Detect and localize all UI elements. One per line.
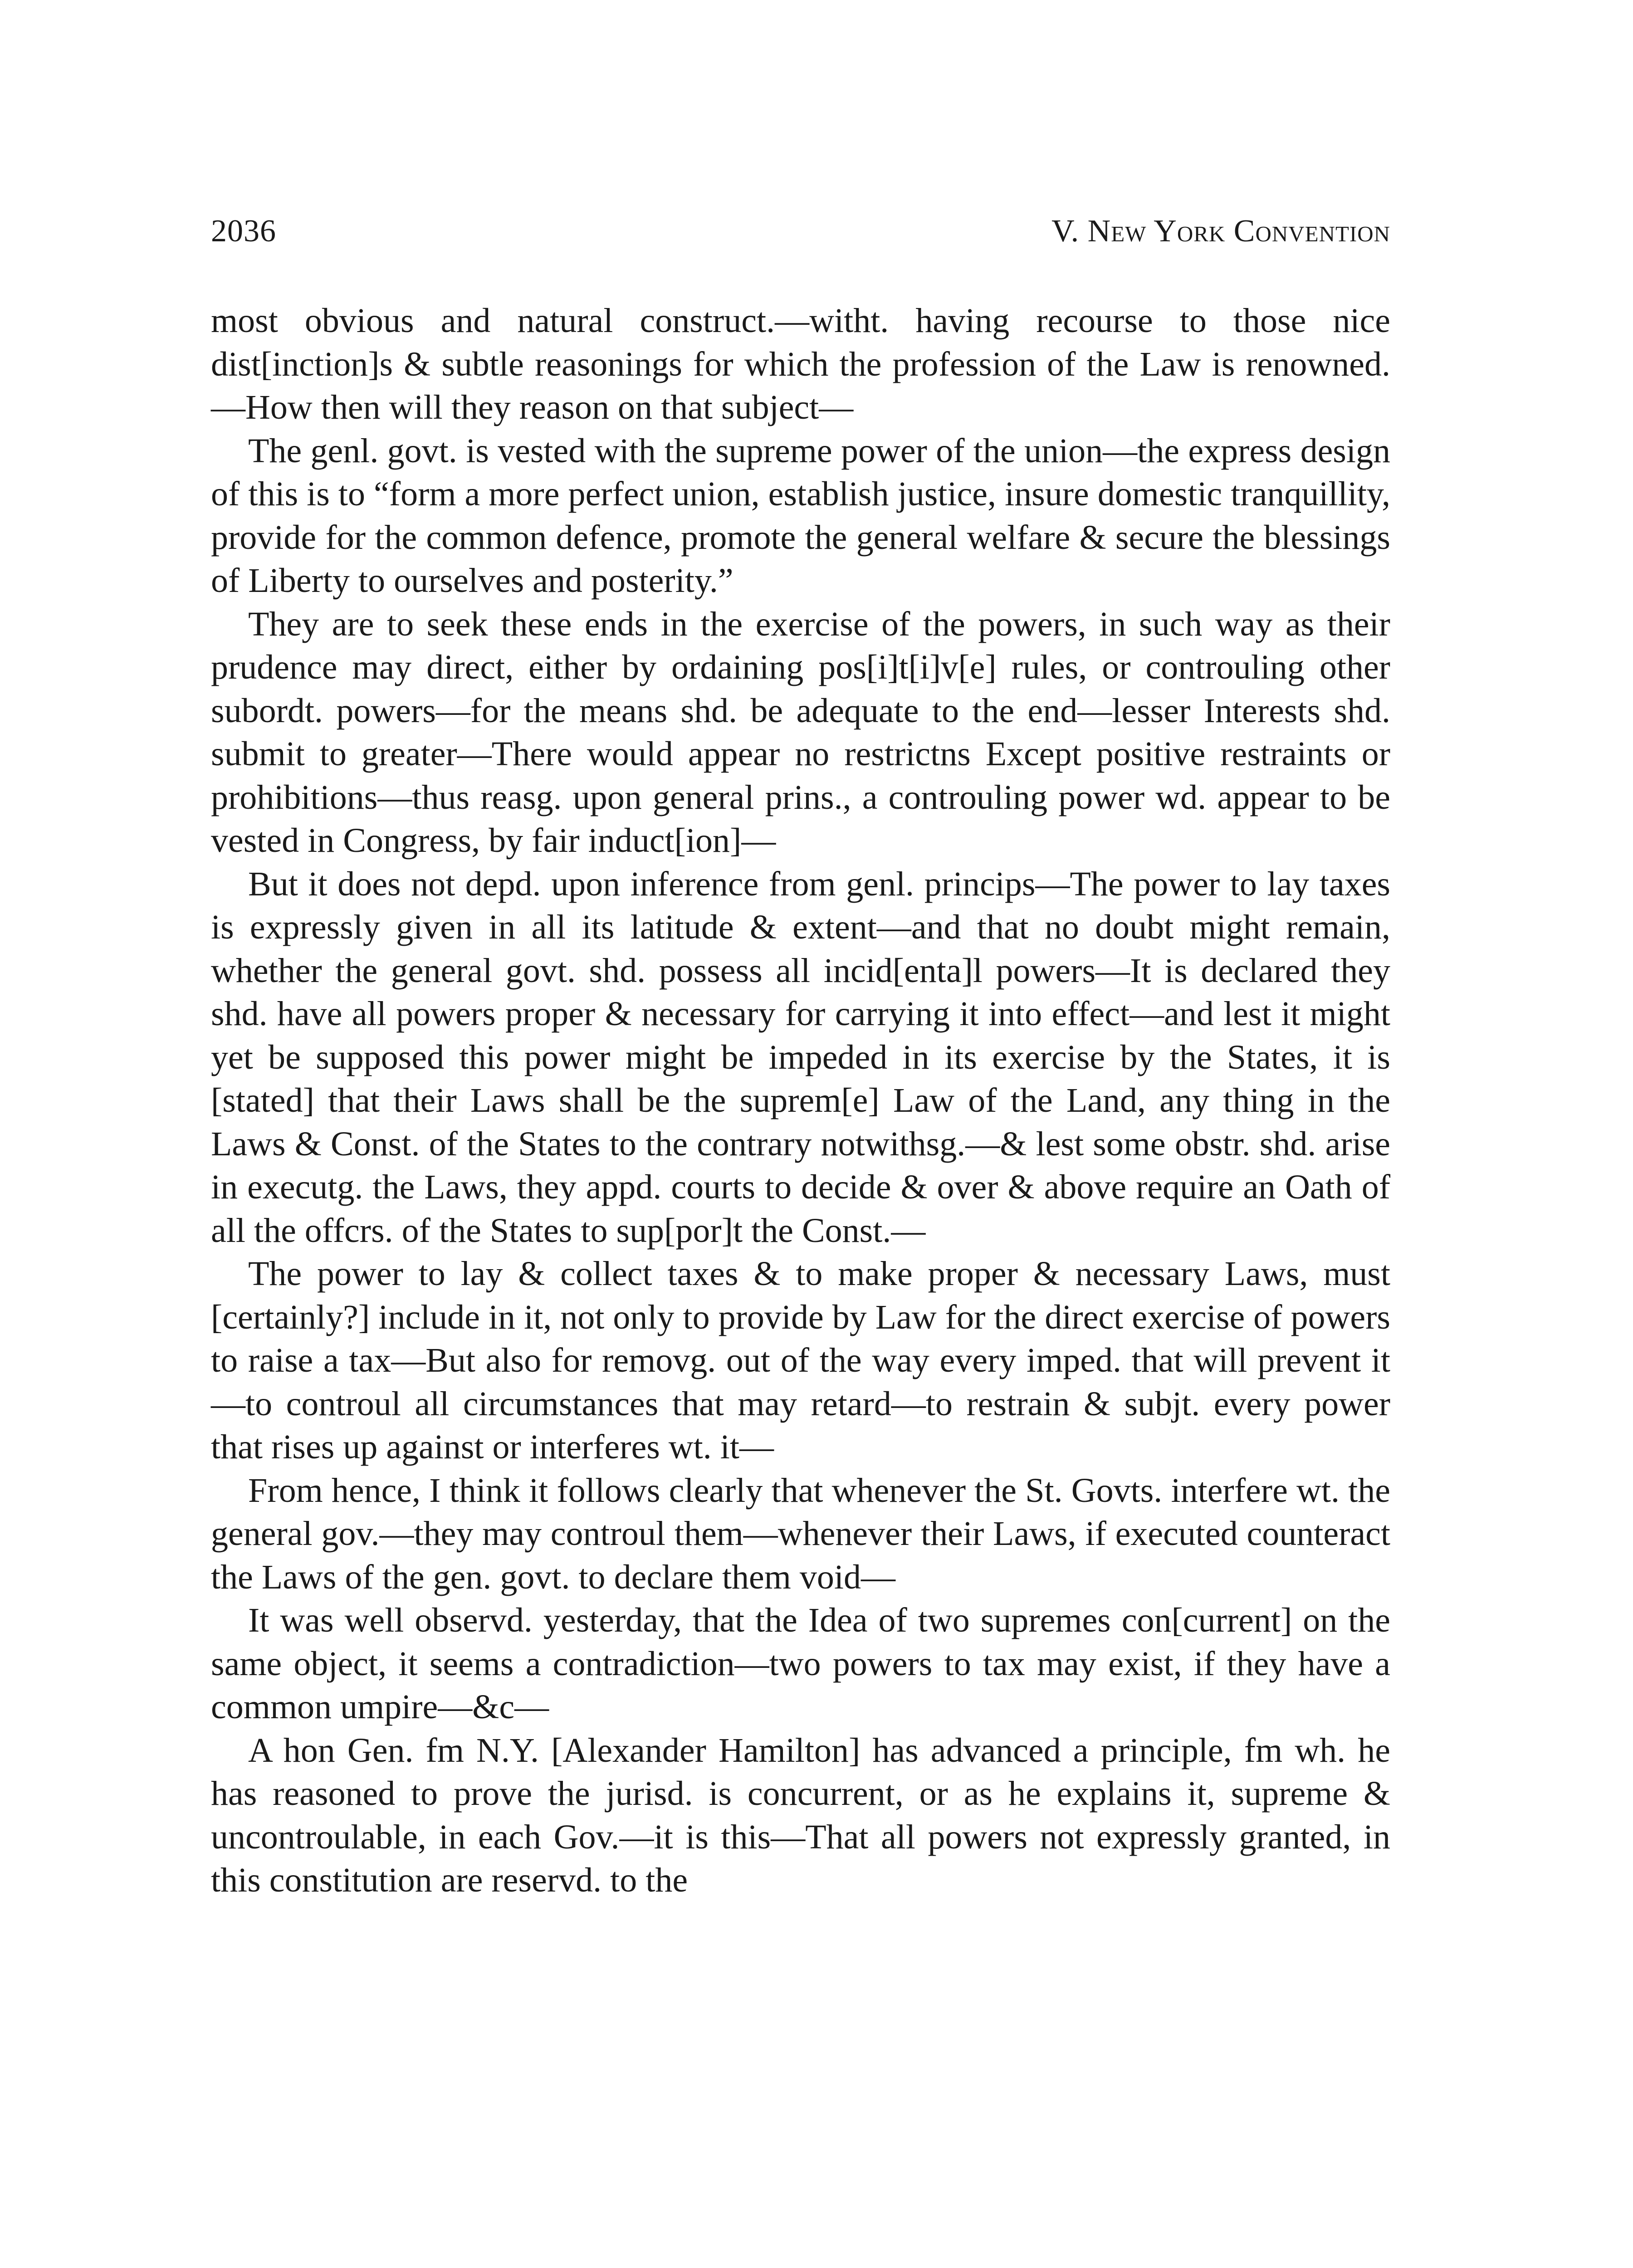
- section-title: V. New York Convention: [1051, 214, 1390, 249]
- paragraph: The genl. govt. is vested with the supreme power of the union—the express design of this is to “form a more perfect union, establish justice, insure domestic tranquillity, provide for the common defence, promote the general welfare & secure the blessings of Liberty to ourselves and posterity.”: [211, 431, 1390, 600]
- paragraph: A hon Gen. fm N.Y. [Alexander Hamilton] has advanced a principle, fm wh. he has reasoned to prove the jurisd. is concurrent, or as he explains it, supreme & uncontroulable, in each Gov.—it is this—That all powers not expressly granted, in this constitution are reservd. to the: [211, 1731, 1390, 1899]
- paragraph: From hence, I think it follows clearly that whenever the St. Govts. interfere wt. the general gov.—they may controul them—whenever their Laws, if executed counteract the Laws of the gen. govt. to declare them void—: [211, 1471, 1390, 1596]
- paragraph: It was well observd. yesterday, that the Idea of two supremes con[current] on the same object, it seems a contradiction—two powers to tax may exist, if they have a common umpire—&c—: [211, 1601, 1390, 1726]
- running-head: [211, 213, 1390, 249]
- document-page: [211, 213, 1390, 2268]
- paragraph: But it does not depd. upon inference from genl. princips—The power to lay taxes is expressly given in all its latitude & extent—and that no doubt might remain, whether the general govt. shd. possess all incid[enta]l powers—It is declared they shd. have all powers proper & necessary for carrying it into effect—and lest it might yet be supposed this power might be impeded in its exercise by the States, it is [stated] that their Laws shall be the suprem[e] Law of the Land, any thing in the Laws & Const. of the States to the contrary notwithsg.—& lest some obstr. shd. arise in executg. the Laws, they appd. courts to decide & over & above require an Oath of all the offcrs. of the States to sup[por]t the Const.—: [211, 865, 1390, 1250]
- paragraph: They are to seek these ends in the exercise of the powers, in such way as their prudence may direct, either by ordaining pos[i]t[i]v[e] rules, or controuling other subordt. powers—for the means shd. be adequate to the end—lesser Interests shd. submit to greater—There would appear no restrictns Except positive restraints or prohibitions—thus reasg. upon general prins., a controuling power wd. appear to be vested in Congress, by fair induct[ion]—: [211, 605, 1390, 860]
- page-number: 2036: [211, 214, 276, 249]
- body-text: [211, 299, 1390, 1902]
- paragraph: The power to lay & collect taxes & to make proper & necessary Laws, must [certainly?] include in it, not only to provide by Law for the direct exercise of powers to raise a tax—But also for removg. out of the way every imped. that will prevent it—to controul all circumstances that may retard—to restrain & subjt. every power that rises up against or interferes wt. it—: [211, 1255, 1390, 1466]
- paragraph: most obvious and natural construct.—witht. having recourse to those nice dist[inction]s & subtle reasonings for which the profession of the Law is renowned.—How then will they reason on that subject—: [211, 302, 1390, 426]
